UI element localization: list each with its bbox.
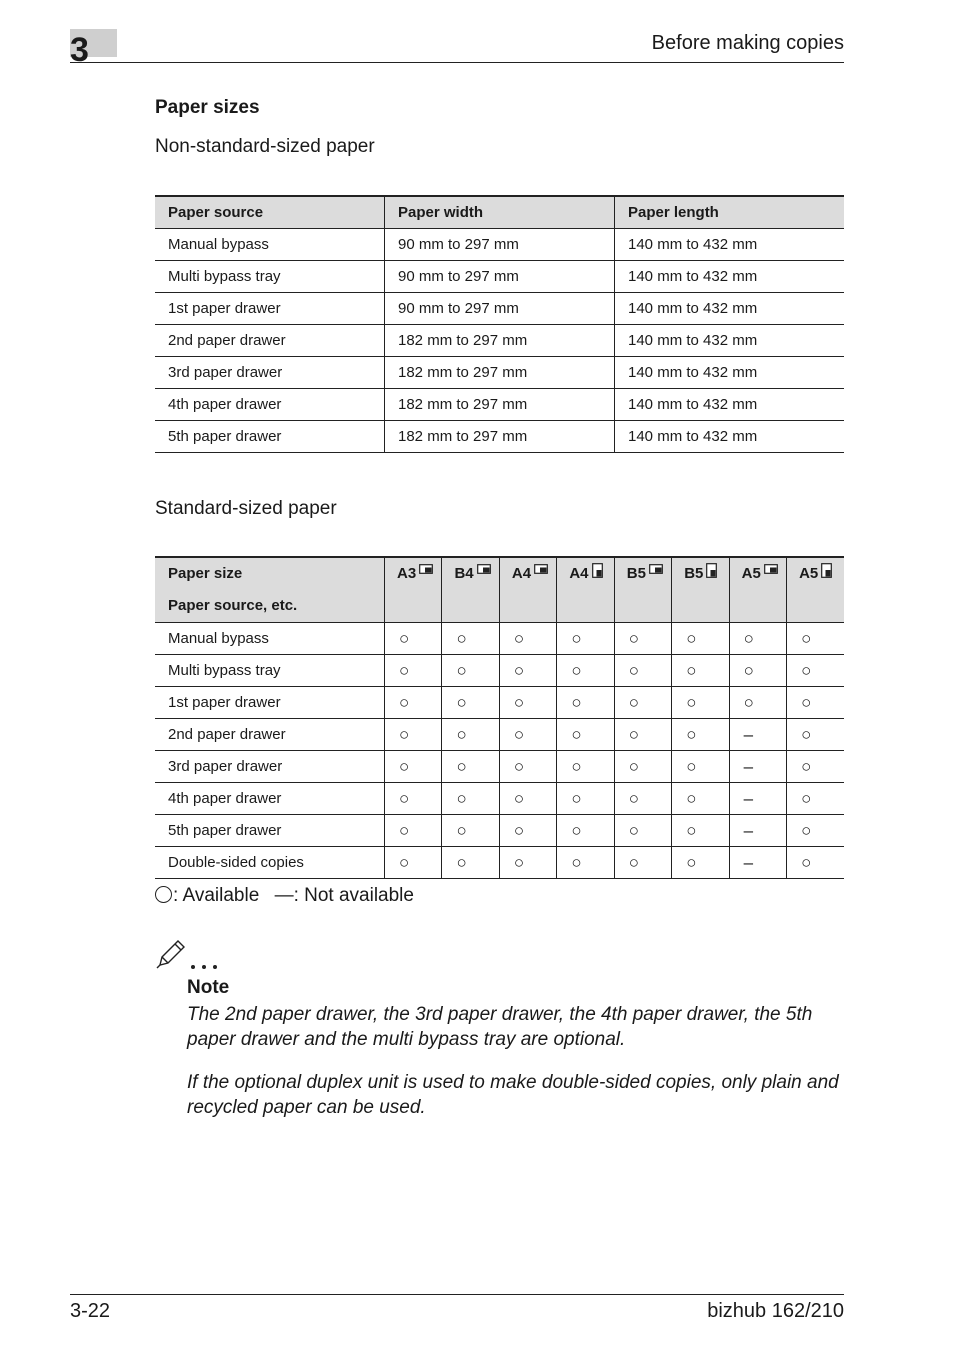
- available-mark: ○: [672, 751, 729, 783]
- legend-not-available: —: Not available: [274, 885, 414, 906]
- table-cell: 2nd paper drawer: [155, 325, 385, 357]
- available-mark: ○: [557, 847, 614, 879]
- chapter-number: 3: [70, 31, 89, 69]
- paper-source-cell: 3rd paper drawer: [155, 751, 385, 783]
- table-cell: 140 mm to 432 mm: [615, 389, 845, 421]
- table-row: [155, 623, 844, 655]
- available-mark: ○: [672, 687, 729, 719]
- landscape-icon: [764, 563, 778, 579]
- table-cell: 182 mm to 297 mm: [385, 357, 615, 389]
- portrait-icon: [592, 563, 604, 579]
- available-mark: ○: [499, 815, 556, 847]
- available-mark: ○: [729, 623, 786, 655]
- table-row: [155, 783, 844, 815]
- paper-source-cell: Multi bypass tray: [155, 655, 385, 687]
- available-mark: ○: [729, 687, 786, 719]
- available-mark: ○: [499, 783, 556, 815]
- available-mark: ○: [442, 815, 499, 847]
- table-cell: 140 mm to 432 mm: [615, 293, 845, 325]
- not-available-mark: –: [729, 815, 786, 847]
- header-divider: [70, 62, 844, 63]
- available-mark: ○: [787, 719, 844, 751]
- standard-heading: Standard-sized paper: [155, 498, 337, 519]
- table-cell: 140 mm to 432 mm: [615, 421, 845, 453]
- available-mark: ○: [385, 719, 442, 751]
- available-mark: ○: [499, 751, 556, 783]
- available-mark: ○: [385, 815, 442, 847]
- table-cell: 3rd paper drawer: [155, 357, 385, 389]
- table-row: [155, 847, 844, 879]
- size-label: A5: [799, 565, 819, 582]
- available-mark: ○: [787, 847, 844, 879]
- pencil-note-icon: [156, 937, 222, 976]
- paper-size-label: Paper size: [168, 565, 243, 582]
- size-header: [614, 557, 671, 623]
- available-mark: ○: [499, 719, 556, 751]
- table-cell: 140 mm to 432 mm: [615, 261, 845, 293]
- available-mark: ○: [442, 751, 499, 783]
- available-mark: ○: [385, 687, 442, 719]
- table-cell: 140 mm to 432 mm: [615, 325, 845, 357]
- available-mark: ○: [557, 655, 614, 687]
- table-row: [155, 751, 844, 783]
- available-mark: ○: [787, 751, 844, 783]
- table-cell: Multi bypass tray: [155, 261, 385, 293]
- size-label: A4: [569, 565, 589, 582]
- not-available-mark: –: [729, 783, 786, 815]
- size-label: A5: [741, 565, 761, 582]
- available-mark: ○: [614, 815, 671, 847]
- available-circle-icon: [155, 886, 172, 903]
- size-header: [442, 557, 499, 623]
- available-mark: ○: [442, 687, 499, 719]
- table-row: [155, 325, 844, 357]
- available-mark: ○: [499, 623, 556, 655]
- available-mark: ○: [385, 783, 442, 815]
- available-mark: ○: [787, 623, 844, 655]
- size-header: [499, 557, 556, 623]
- available-mark: ○: [557, 815, 614, 847]
- nonstandard-size-table: [155, 195, 844, 453]
- available-mark: ○: [614, 655, 671, 687]
- size-header: [557, 557, 614, 623]
- paper-source-cell: 2nd paper drawer: [155, 719, 385, 751]
- nonstandard-heading: Non-standard-sized paper: [155, 136, 375, 157]
- size-header: [385, 557, 442, 623]
- table-row: [155, 389, 844, 421]
- table-cell: 5th paper drawer: [155, 421, 385, 453]
- column-header: Paper width: [385, 196, 615, 229]
- available-mark: ○: [614, 687, 671, 719]
- product-name: bizhub 162/210: [707, 1300, 844, 1322]
- table-row: [155, 815, 844, 847]
- table-header-row: [155, 557, 844, 623]
- available-mark: ○: [614, 783, 671, 815]
- available-mark: ○: [787, 783, 844, 815]
- table-cell: 182 mm to 297 mm: [385, 325, 615, 357]
- available-mark: ○: [614, 719, 671, 751]
- not-available-mark: –: [729, 719, 786, 751]
- paper-source-cell: 5th paper drawer: [155, 815, 385, 847]
- column-header: Paper source: [155, 196, 385, 229]
- available-mark: ○: [557, 719, 614, 751]
- size-label: B5: [684, 565, 704, 582]
- paper-source-cell: 1st paper drawer: [155, 687, 385, 719]
- footer-divider: [70, 1294, 844, 1295]
- table-row: [155, 687, 844, 719]
- header-title: Before making copies: [651, 32, 844, 54]
- table-cell: 182 mm to 297 mm: [385, 389, 615, 421]
- available-mark: ○: [442, 719, 499, 751]
- size-header: [729, 557, 786, 623]
- available-mark: ○: [442, 655, 499, 687]
- available-mark: ○: [672, 655, 729, 687]
- size-label: A4: [511, 565, 532, 582]
- table-row: [155, 229, 844, 261]
- table-cell: 4th paper drawer: [155, 389, 385, 421]
- note-label: Note: [187, 977, 230, 998]
- page-number: 3-22: [70, 1300, 111, 1322]
- available-mark: ○: [614, 751, 671, 783]
- table-cell: 140 mm to 432 mm: [615, 229, 845, 261]
- available-mark: ○: [442, 847, 499, 879]
- available-mark: ○: [499, 655, 556, 687]
- size-label: B5: [626, 565, 646, 582]
- not-available-mark: –: [729, 751, 786, 783]
- table-row: [155, 719, 844, 751]
- size-header: [787, 557, 844, 623]
- available-mark: ○: [442, 783, 499, 815]
- table-cell: 1st paper drawer: [155, 293, 385, 325]
- available-mark: ○: [385, 751, 442, 783]
- available-mark: ○: [557, 687, 614, 719]
- available-mark: ○: [787, 687, 844, 719]
- table-cell: Manual bypass: [155, 229, 385, 261]
- table-cell: 90 mm to 297 mm: [385, 229, 615, 261]
- available-mark: ○: [499, 847, 556, 879]
- table-row: [155, 421, 844, 453]
- legend: [155, 885, 414, 907]
- available-mark: ○: [672, 847, 729, 879]
- landscape-icon: [419, 563, 433, 579]
- column-header: Paper length: [615, 196, 845, 229]
- paper-source-cell: Double-sided copies: [155, 847, 385, 879]
- portrait-icon: [821, 563, 833, 579]
- landscape-icon: [477, 563, 491, 579]
- available-mark: ○: [672, 815, 729, 847]
- size-header: [672, 557, 729, 623]
- available-mark: ○: [499, 687, 556, 719]
- table-row: [155, 261, 844, 293]
- available-mark: ○: [787, 815, 844, 847]
- available-mark: ○: [557, 751, 614, 783]
- corner-header: [155, 557, 385, 623]
- available-mark: ○: [729, 655, 786, 687]
- available-mark: ○: [442, 623, 499, 655]
- available-mark: ○: [385, 623, 442, 655]
- standard-size-table: [155, 556, 844, 879]
- available-mark: ○: [787, 655, 844, 687]
- available-mark: ○: [385, 655, 442, 687]
- available-mark: ○: [614, 847, 671, 879]
- landscape-icon: [649, 563, 663, 579]
- section-title: Paper sizes: [155, 97, 260, 118]
- portrait-icon: [706, 563, 718, 579]
- not-available-mark: –: [729, 847, 786, 879]
- available-mark: ○: [672, 623, 729, 655]
- table-cell: 90 mm to 297 mm: [385, 261, 615, 293]
- table-cell: 182 mm to 297 mm: [385, 421, 615, 453]
- table-cell: 140 mm to 432 mm: [615, 357, 845, 389]
- size-label: B4: [454, 565, 474, 582]
- available-mark: ○: [672, 719, 729, 751]
- table-header-row: [155, 196, 844, 229]
- legend-available: : Available: [173, 885, 260, 906]
- table-row: [155, 293, 844, 325]
- table-row: [155, 357, 844, 389]
- size-label: A3: [397, 565, 417, 582]
- available-mark: ○: [672, 783, 729, 815]
- paper-source-label: Paper source, etc.: [168, 597, 298, 614]
- available-mark: ○: [557, 623, 614, 655]
- available-mark: ○: [385, 847, 442, 879]
- note-paragraph: The 2nd paper drawer, the 3rd paper drawer, the 4th paper drawer, the 5th paper drawer and the multi bypass tray are optional.: [187, 1004, 813, 1050]
- available-mark: ○: [557, 783, 614, 815]
- paper-source-cell: 4th paper drawer: [155, 783, 385, 815]
- paper-source-cell: Manual bypass: [155, 623, 385, 655]
- landscape-icon: [534, 563, 548, 579]
- available-mark: ○: [614, 623, 671, 655]
- table-row: [155, 655, 844, 687]
- note-paragraph: If the optional duplex unit is used to make double-sided copies, only plain and recycled paper can be used.: [187, 1072, 839, 1118]
- table-cell: 90 mm to 297 mm: [385, 293, 615, 325]
